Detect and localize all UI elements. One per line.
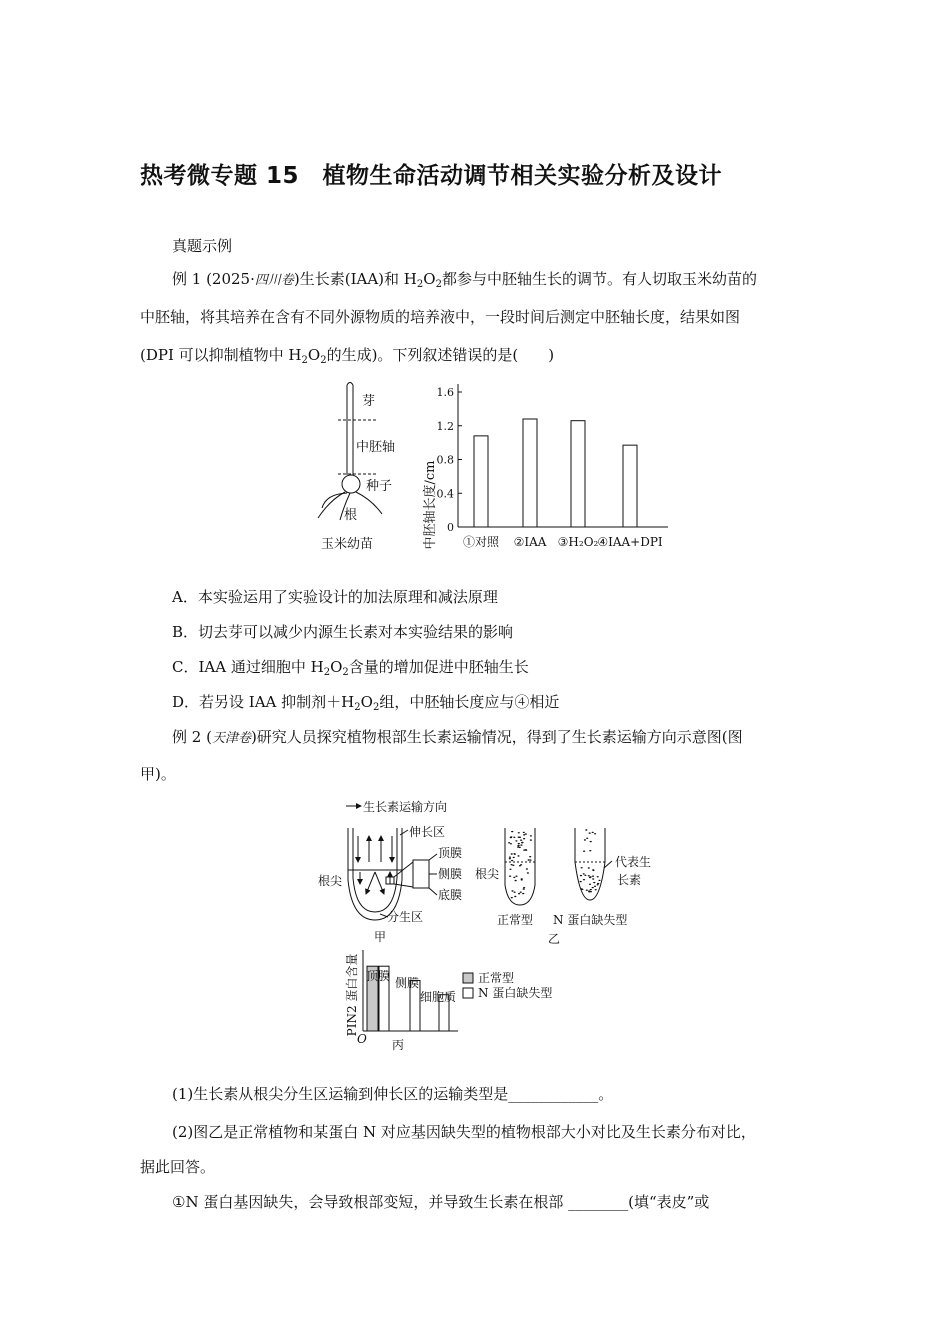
option-d: D．若另设 IAA 抑制剂$+H_2O_2$组，中胚轴长度应与④相近	[172, 693, 560, 713]
option-c: C．IAA 通过细胞中 $H_2O_2$含量的增加促进中胚轴生长	[172, 658, 529, 678]
option-a: A．本实验运用了实验设计的加法原理和减法原理	[172, 588, 498, 606]
mesocotyl-label: 中胚轴	[356, 440, 396, 455]
chart2-ylabel: PIN2 蛋白含量	[345, 953, 359, 1037]
pin2-bar-chart	[345, 950, 552, 1052]
auxin-dot	[521, 842, 523, 843]
auxin-dot	[513, 877, 515, 878]
example2-figure	[310, 795, 680, 1057]
chart1-ylabel: 中胚轴长度/cm	[423, 460, 438, 550]
chart1-ytick-label: 0.8	[436, 453, 454, 467]
auxin-dot	[588, 867, 590, 868]
auxin-dot	[590, 841, 592, 842]
normal-type-label: 正常型	[497, 913, 534, 927]
auxin-dot	[589, 884, 591, 885]
auxin-dot	[584, 839, 586, 840]
auxin-dot	[514, 892, 516, 893]
auxin-dot	[523, 838, 525, 839]
auxin-dot	[583, 879, 585, 880]
auxin-dot	[583, 873, 585, 874]
auxin-dot	[520, 840, 522, 841]
example2-line2: 甲)。	[140, 765, 176, 783]
auxin-dot	[592, 832, 594, 833]
auxin-dot	[510, 843, 512, 844]
chart1-category-label: ③H₂O₂	[557, 535, 599, 549]
chart2-origin: O	[357, 1032, 367, 1046]
auxin-dot	[518, 893, 520, 894]
chart2-category-label: 细胞质	[420, 990, 457, 1004]
auxin-dot	[588, 875, 590, 876]
auxin-dot	[530, 839, 532, 840]
example1-line3: (DPI 可以抑制植物中 $H_2O_2$的生成)。下列叙述错误的是( )	[140, 346, 555, 366]
auxin-dot	[586, 890, 588, 891]
section-label: 真题示例	[172, 237, 233, 255]
root-label: 根	[344, 508, 358, 523]
auxin-dot	[523, 887, 525, 888]
auxin-dot	[515, 840, 517, 841]
auxin-dot	[515, 880, 517, 881]
auxin-dot	[597, 884, 599, 885]
page-title: 热考微专题 15 植物生命活动调节相关实验分析及设计	[140, 163, 723, 189]
chart2-legend-swatch-mutant	[463, 988, 473, 998]
auxin-dot	[586, 838, 588, 839]
chart2-caption: 丙	[392, 1038, 405, 1052]
auxin-dot	[520, 892, 522, 893]
question-2-line2: 据此回答。	[140, 1158, 216, 1176]
chart1-category-label: ①对照	[462, 535, 500, 549]
auxin-dot	[529, 859, 531, 860]
chart2-category-label: 侧膜	[395, 976, 420, 990]
auxin-dot	[511, 860, 513, 861]
auxin-dot	[580, 881, 582, 882]
chart1-ytick-label: 0.4	[436, 487, 454, 501]
auxin-legend-1: 代表生	[615, 855, 652, 869]
auxin-dot	[513, 837, 515, 838]
auxin-dot	[523, 832, 525, 833]
question-1: (1)生长素从根尖分生区运输到伸长区的运输类型是____________。	[172, 1085, 614, 1103]
caption-jia: 甲	[374, 930, 387, 944]
seedling-caption: 玉米幼苗	[321, 537, 374, 552]
auxin-dot	[594, 833, 596, 834]
example2-line1: 例 2 (天津卷)研究人员探究植物根部生长素运输情况，得到了生长素运输方向示意图(图	[172, 728, 743, 746]
auxin-dot	[529, 856, 531, 857]
example1-line2: 中胚轴，将其培养在含有不同外源物质的培养液中，一段时间后测定中胚轴长度，结果如图	[140, 308, 741, 326]
bottom-membrane-label: 底膜	[438, 888, 463, 902]
auxin-dot	[581, 867, 583, 868]
auxin-dot	[527, 872, 529, 873]
auxin-dot	[597, 883, 599, 884]
auxin-dot	[592, 887, 594, 888]
question-2-1: ①N 蛋白基因缺失，会导致根部变短，并导致生长素在根部 ________(填“表皮”或	[172, 1193, 710, 1211]
arrow-legend: 生长素运输方向	[363, 800, 448, 814]
mutant-type-label: N 蛋白缺失型	[553, 913, 628, 927]
auxin-dot	[517, 846, 519, 847]
auxin-dot	[511, 864, 513, 865]
auxin-dot	[589, 850, 591, 851]
auxin-dot	[521, 879, 523, 880]
auxin-dot	[511, 853, 513, 854]
auxin-dot	[513, 853, 515, 854]
auxin-dot	[593, 882, 595, 883]
auxin-dot	[583, 851, 585, 852]
auxin-dot	[514, 896, 516, 897]
root-tip-label: 根尖	[318, 874, 343, 888]
auxin-dot	[523, 888, 525, 889]
auxin-dot	[515, 876, 517, 877]
auxin-dot	[511, 897, 513, 898]
chart1-bar	[623, 445, 637, 527]
auxin-dot	[519, 865, 521, 866]
auxin-dot	[509, 869, 511, 870]
chart1-bar	[571, 421, 585, 527]
caption-yi: 乙	[548, 932, 561, 946]
auxin-dot	[597, 876, 599, 877]
side-membrane-label: 侧膜	[438, 867, 463, 881]
auxin-dot	[581, 889, 583, 890]
auxin-dot	[589, 877, 591, 878]
chart2-legend-mutant: N 蛋白缺失型	[478, 986, 553, 1000]
auxin-dot	[592, 870, 594, 871]
auxin-dot	[517, 845, 519, 846]
auxin-dot	[589, 832, 591, 833]
auxin-dot	[522, 893, 524, 894]
chart1-ytick-label: 0	[447, 521, 454, 534]
chart1-category-label: ④IAA+DPI	[597, 535, 663, 549]
auxin-dot	[517, 855, 519, 856]
option-b: B．切去芽可以减少内源生长素对本实验结果的影响	[172, 623, 514, 641]
chart2-category-label: 顶膜	[366, 969, 391, 983]
auxin-dot	[509, 858, 511, 859]
meristem-zone-label: 分生区	[387, 910, 424, 924]
auxin-dot	[518, 843, 520, 844]
auxin-dot	[525, 833, 527, 834]
auxin-dot	[530, 835, 532, 836]
auxin-dot	[526, 868, 528, 869]
auxin-dot	[513, 857, 515, 858]
growth-bar-chart	[422, 384, 668, 550]
auxin-dot	[588, 891, 590, 892]
auxin-dot	[592, 878, 594, 879]
auxin-dot	[585, 829, 587, 830]
auxin-legend-2: 长素	[617, 873, 642, 887]
auxin-dot	[511, 831, 513, 832]
chart1-ytick-label: 1.6	[436, 386, 454, 399]
auxin-dot	[510, 836, 512, 837]
auxin-dot	[508, 842, 510, 843]
chart1-bar	[474, 436, 488, 527]
auxin-dot	[584, 875, 586, 876]
example1-figure	[300, 378, 700, 558]
auxin-dot	[594, 886, 596, 887]
auxin-dot	[592, 876, 594, 877]
elongation-zone-label: 伸长区	[409, 825, 446, 839]
auxin-dot	[520, 844, 522, 845]
seed-label: 种子	[366, 479, 393, 494]
auxin-dot	[509, 876, 511, 877]
auxin-dot	[525, 849, 527, 850]
auxin-dot	[528, 859, 530, 860]
auxin-dot	[580, 875, 582, 876]
chart1-bar	[523, 419, 537, 527]
question-2-line1: (2)图乙是正常植物和某蛋白 N 对应基因缺失型的植物根部大小对比及生长素分布对比，	[172, 1123, 756, 1141]
auxin-dot	[518, 837, 520, 838]
chart2-legend-normal: 正常型	[478, 971, 515, 985]
auxin-dot	[511, 890, 513, 891]
auxin-dot	[518, 832, 520, 833]
example1-line1: 例 1 (2025·四川卷)生长素(IAA)和 $H_2O_2$都参与中胚轴生长的调节。有人切取玉米幼苗的	[172, 270, 757, 290]
auxin-dot	[598, 880, 600, 881]
chart1-category-label: ②IAA	[513, 535, 547, 549]
chart1-ytick-label: 1.2	[436, 419, 454, 433]
root-tip-label-2: 根尖	[475, 867, 500, 881]
top-membrane-label: 顶膜	[438, 846, 463, 860]
auxin-dot	[509, 857, 511, 858]
auxin-dot	[595, 889, 597, 890]
bud-label: 芽	[362, 394, 376, 409]
auxin-dot	[590, 889, 592, 890]
chart2-legend-swatch-normal	[463, 973, 473, 983]
